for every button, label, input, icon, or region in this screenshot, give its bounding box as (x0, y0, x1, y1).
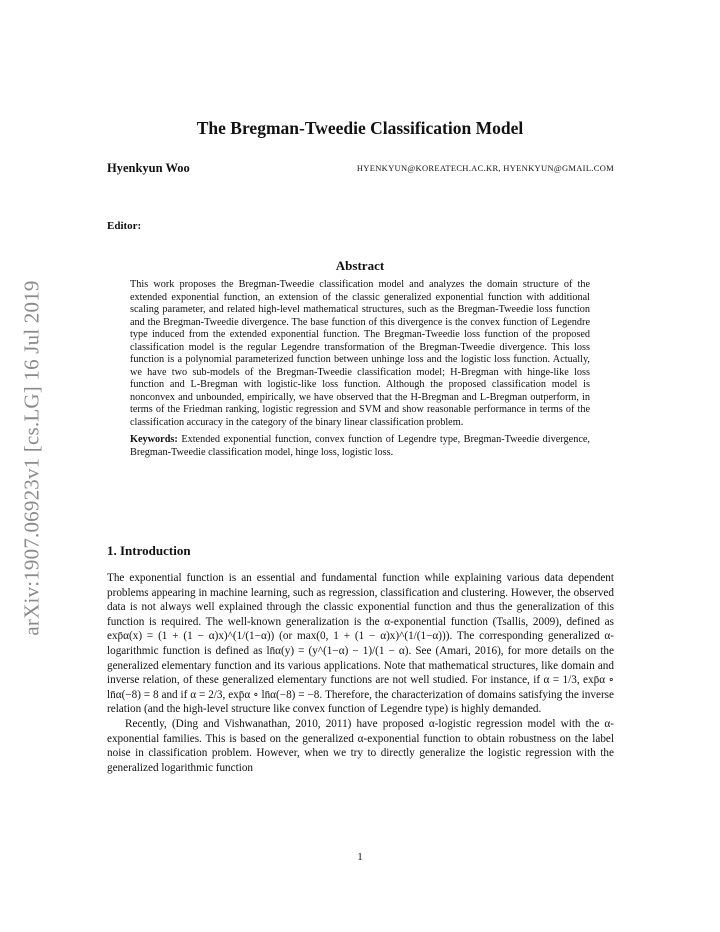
abstract-heading: Abstract (335, 258, 385, 273)
intro-paragraph-2: Recently, (Ding and Vishwanathan, 2010, 2011) have proposed α-logistic regression model with the α-exponential families. This is based on the generalized α-exponential function to obtain robustness on the label noise in classification problem. However, when we try to directly generalize the logistic regression with the generalized logarithmic function (107, 717, 614, 774)
keywords-text: Extended exponential function, convex function of Legendre type, Bregman-Tweedie divergence, Bregman-Tweedie classification model, hinge loss, logistic loss. (130, 434, 590, 458)
introduction-body (107, 571, 614, 775)
author-name: Hyenkyun Woo (107, 161, 190, 175)
arxiv-stamp-text: arXiv:1907.06923v1 [cs.LG] 16 Jul 2019 (19, 280, 44, 636)
author-emails: HYENKYUN@KOREATECH.AC.KR, HYENKYUN@GMAIL.COM (356, 163, 614, 173)
paper-title: The Bregman-Tweedie Classification Model (196, 118, 524, 138)
page-number: 1 (357, 851, 363, 863)
editor-label: Editor: (107, 220, 142, 232)
keywords-label: Keywords: (130, 434, 178, 445)
abstract-text: This work proposes the Bregman-Tweedie classification model and analyzes the domain structure of the extended exponential function, an extension of the classic generalized exponential function with additional scaling parameter, and related high-level mathematical structures, such as the Bregman-Tweedie loss function and the Bregman-Tweedie divergence. The base function of this divergence is the convex function of Legendre type induced from the extended exponential function. The Bregman-Tweedie loss function of the proposed classification model is the regular Legendre transformation of the Bregman-Tweedie divergence. This loss function is a polynomial parameterized function between unhinge loss and the logistic loss function. Actually, we have two sub-models of the Bregman-Tweedie classification model; H-Bregman with hinge-like loss function and L-Bregman with logistic-like loss function. Although the proposed classification model is nonconvex and unbounded, empirically, we have observed that the H-Bregman and L-Bregman outperform, in terms of the Friedman ranking, logistic regression and SVM and show reasonable performance in terms of the classification accuracy in the category of the binary linear classification problem. (130, 279, 590, 428)
keywords (130, 434, 590, 459)
section-heading: 1. Introduction (107, 543, 191, 558)
abstract-body (130, 279, 590, 459)
arxiv-stamp (12, 258, 52, 658)
intro-paragraph-1: The exponential function is an essential and fundamental function while explaining various data dependent problems appearing in machine learning, such as regression, classification and clustering. However, the observed data is not always well explained through the classic exponential function and thus the generalization of this function is required. The well-known generalization is the α-exponential function (Tsallis, 2009), defined as exp̄α(x) = (1 + (1 − α)x)^(1/(1−α)) (or max(0, 1 + (1 − α)x)^(1/(1−α))). The corresponding generalized α-logarithmic function is defined as ln̄α(y) = (y^(1−α) − 1)/(1 − α). See (Amari, 2016), for more details on the generalized elementary function and its various applications. Note that mathematical structures, like domain and inverse relation, of these generalized elementary functions are not well studied. For instance, if α = 1/3, exp̄α ∘ ln̄α(−8) = 8 and if α = 2/3, exp̄α ∘ ln̄α(−8) = −8. Therefore, the characterization of domains satisfying the inverse relation (and the high-level structure like convex function of Legendre type) is highly demanded. (107, 572, 614, 716)
